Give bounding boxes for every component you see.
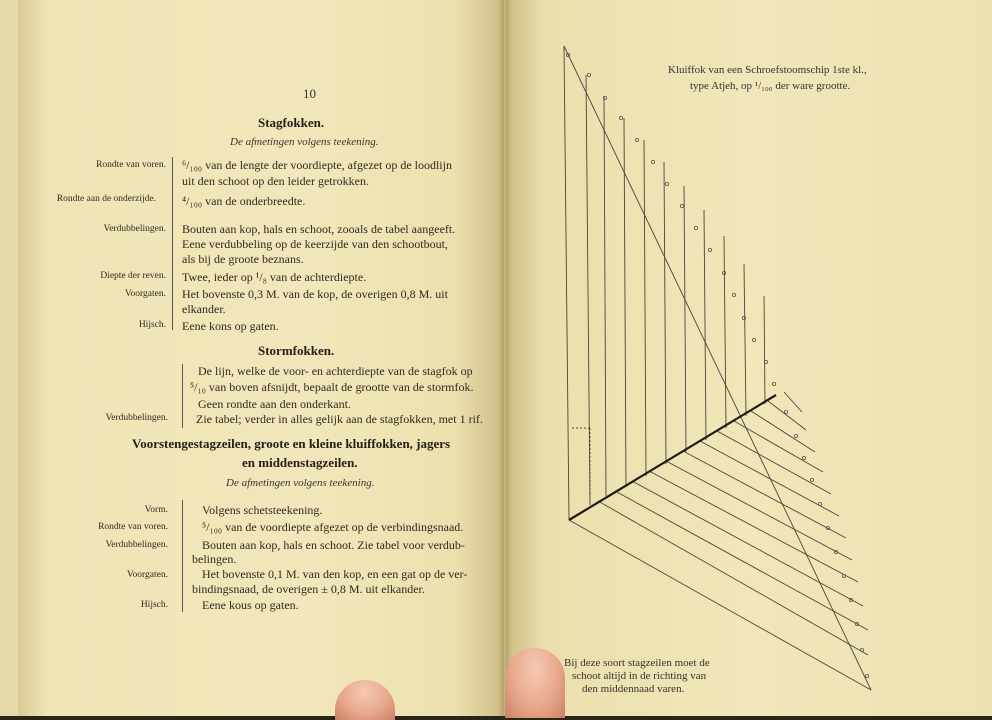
paragraph-line: Geen rondte aan den onderkant. — [198, 397, 351, 411]
row-label: Vorm. — [144, 505, 168, 515]
row-text: Het bovenste 0,3 M. van de kop, de overigen 0,8 M. uit — [182, 287, 448, 301]
book-gutter — [498, 0, 512, 716]
right-page — [506, 0, 992, 716]
column-rule — [182, 500, 183, 612]
row-label: Rondte van voren. — [98, 522, 168, 532]
diagram-caption-2: type Atjeh, op ¹/₁₀₀ der ware grootte. — [690, 80, 851, 92]
row-label: Verdubbelingen. — [103, 224, 166, 234]
row-text: Het bovenste 0,1 M. van den kop, en een gat op de ver- — [202, 567, 468, 581]
row-text: belingen. — [192, 552, 237, 566]
middle-seam-line — [569, 395, 776, 520]
row-text: Eene verdubbeling op de keerzijde van den schootbout, — [182, 237, 448, 251]
row-label: Voorgaten. — [124, 289, 166, 299]
left-page — [18, 0, 504, 716]
row-text: bindingsnaad, de overigen ± 0,8 M. uit elkander. — [192, 582, 425, 596]
diagram-note-2: schoot altijd in de richting van — [572, 670, 707, 682]
row-text: Volgens schetsteekening. — [202, 503, 323, 517]
row-label: Voorgaten. — [126, 570, 168, 580]
section-subtitle-stagfokken: De afmetingen volgens teekening. — [230, 136, 379, 148]
diagram-caption: Kluiffok van een Schroefstoomschip 1ste kl., — [668, 64, 867, 76]
row-text: Bouten aan kop, hals en schoot, zooals de tabel aangeeft. — [182, 222, 456, 236]
row-text: als bij de groote beznans. — [182, 252, 304, 266]
row-text: Bouten aan kop, hals en schoot. Zie tabel voor verdub- — [202, 538, 465, 552]
column-rule — [172, 157, 173, 330]
row-text: Zie tabel; verder in alles gelijk aan de stagfokken, met 1 rif. — [196, 412, 483, 426]
diagram-note: Bij deze soort stagzeilen moet de — [564, 657, 710, 669]
section-title-voorsteng: Voorstengestagzeilen, groote en kleine kluiffokken, jagers — [132, 436, 451, 451]
paragraph-line: De lijn, welke de voor- en achterdiepte van de stagfok op — [198, 364, 473, 378]
right-thumb — [505, 648, 565, 718]
row-label: Verdubbelingen. — [105, 413, 168, 423]
page-number: 10 — [303, 86, 316, 101]
row-label: Verdubbelingen. — [105, 540, 168, 550]
row-label: Hijsch. — [138, 320, 166, 330]
row-text: ⁶/₁₀₀ van de lengte der voordiepte, afgezet op de loodlijn — [182, 158, 452, 172]
section-title-stormfokken: Stormfokken. — [258, 343, 335, 358]
row-label: Hijsch. — [140, 600, 168, 610]
jib-sail-diagram — [506, 0, 992, 716]
row-text: Eene kons op gaten. — [182, 319, 279, 333]
section-title-stagfokken: Stagfokken. — [258, 115, 325, 130]
paragraph-line: ⁵/₁₀ van boven afsnijdt, bepaalt de grootte van de stormfok. — [190, 380, 474, 394]
row-text: uit den schoot op den leider getrokken. — [182, 174, 369, 188]
row-text: ⁴/₁₀₀ van de onderbreedte. — [182, 194, 306, 208]
column-rule — [182, 364, 183, 428]
diagram-note-3: den middennaad varen. — [582, 683, 685, 695]
row-label: Rondte van voren. — [96, 160, 166, 170]
section-title-voorsteng-2: en middenstagzeilen. — [242, 455, 358, 470]
row-text: ⁵/₁₀₀ van de voordiepte afgezet op de verbindingsnaad. — [202, 520, 464, 534]
row-text: Eene kous op gaten. — [202, 598, 299, 612]
row-text: elkander. — [182, 302, 226, 316]
row-label: Rondte aan de onderzijde. — [56, 194, 156, 204]
row-text: Twee, ieder op ¹/₈ van de achterdiepte. — [182, 270, 367, 284]
section-subtitle-voorsteng: De afmetingen volgens teekening. — [226, 477, 375, 489]
row-label: Diepte der reven. — [100, 271, 166, 281]
